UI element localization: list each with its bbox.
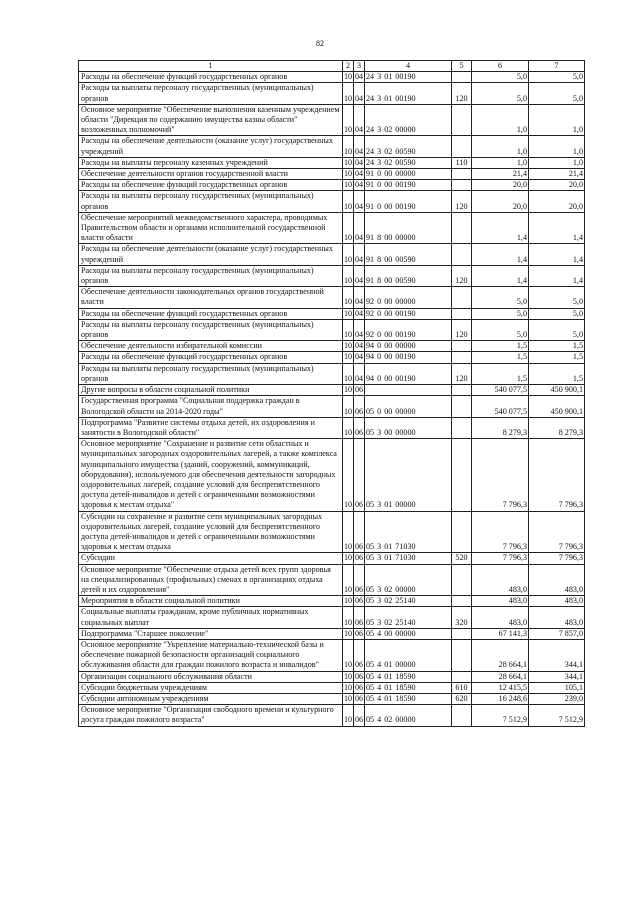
amount-col6-cell: 16 248,6 [472,693,529,704]
subsection-cell: 04 [354,287,365,308]
subsection-cell: 04 [354,319,365,340]
target-code-cell: 92 0 00 00190 [365,308,452,319]
subsection-cell: 04 [354,136,365,157]
expense-type-cell: 610 [452,682,472,693]
table-row [79,341,585,352]
subsection-cell: 04 [354,352,364,362]
row-name-cell: Расходы на обеспечение функций государственных органов [79,72,343,83]
row-name-cell: Расходы на выплаты персоналу казенных учреждений [79,157,343,168]
expense-type-cell: 120 [452,83,472,104]
header-cell: 3 [354,61,365,72]
amount-col6-cell: 1,5 [472,363,529,384]
target-code-cell: 92 0 00 00000 [365,287,452,308]
amount-col7-cell: 7 796,3 [529,553,585,564]
row-name-cell: Социальные выплаты гражданам, кроме публичных нормативных социальных выплат [79,607,343,628]
amount-col7-cell: 20,0 [529,180,585,191]
amount-col7-cell: 20,0 [529,191,585,212]
budget-table [78,60,585,727]
amount-col7-cell: 5,0 [529,308,585,319]
expense-type-cell [452,639,472,671]
expense-type-cell [452,244,472,265]
expense-type-cell [452,417,472,438]
subsection-cell: 06 [354,385,364,395]
expense-type-cell: 120 [452,191,472,212]
section-cell: 10 [343,191,354,212]
row-name-cell: Обеспечение деятельности законодательных органов государственной власти [79,287,343,308]
amount-col6-cell: 7 796,3 [472,553,529,564]
header-cell: 4 [365,61,452,72]
section-cell: 10 [343,72,353,82]
page-number: 82 [316,39,324,48]
amount-col7-cell: 1,5 [529,363,585,384]
subsection-cell: 06 [354,553,364,563]
amount-col6-cell: 1,0 [472,157,529,168]
amount-col7-cell: 5,0 [529,287,585,308]
subsection-cell: 06 [354,396,365,417]
header-cell: 2 [343,61,354,72]
subsection-cell: 04 [354,104,365,136]
subsection-cell: 04 [354,244,365,265]
amount-col6-cell: 1,5 [472,352,529,363]
amount-col7-cell: 7 857,0 [529,628,585,639]
row-name-cell: Основное мероприятие "Организация свободного времени и культурного досуга граждан пожилого возраста" [79,705,343,726]
amount-col6-cell: 28 664,1 [472,639,529,671]
amount-col7-cell: 7 796,3 [529,439,585,511]
amount-col7-cell: 1,0 [529,104,585,136]
header-cell: 7 [529,61,585,72]
table-header-row [79,61,585,72]
target-code-cell: 05 4 01 18590 [365,671,452,682]
amount-col6-cell: 1,0 [472,104,529,136]
row-name-cell: Расходы на выплаты персоналу государственных (муниципальных) органов [79,83,343,104]
target-code-cell: 24 3 02 00000 [365,104,452,136]
table-body [79,61,585,727]
target-code-cell: 94 0 00 00190 [365,352,452,363]
subsection-cell: 04 [354,363,365,384]
amount-col7-cell: 5,0 [529,319,585,340]
amount-col6-cell: 1,4 [472,265,529,286]
subsection-cell: 06 [354,682,364,692]
amount-col7-cell: 5,0 [529,83,585,104]
subsection-cell: 04 [354,341,364,351]
target-code-cell: 05 4 01 18590 [365,682,452,693]
header-cell: 1 [79,61,343,72]
table-row [79,553,585,564]
table-row [79,157,585,168]
amount-col7-cell: 5,0 [529,72,585,83]
target-code-cell: 91 0 00 00190 [365,191,452,212]
section-cell: 10 [343,352,353,362]
amount-col7-cell: 483,0 [529,596,585,607]
subsection-cell: 06 [354,439,365,511]
amount-col6-cell: 483,0 [472,607,529,628]
header-cell: 5 [452,61,472,72]
expense-type-cell: 120 [452,363,472,384]
amount-col7-cell: 344,1 [529,671,585,682]
target-code-cell: 24 3 01 00190 [365,83,452,104]
target-code-cell: 05 3 00 00000 [365,417,452,438]
amount-col6-cell: 540 077,5 [472,396,529,417]
amount-col6-cell: 1,5 [472,341,529,352]
section-cell: 10 [343,396,354,417]
subsection-cell: 04 [354,72,364,82]
subsection-cell: 06 [354,705,365,726]
amount-col6-cell: 1,4 [472,212,529,244]
section-cell: 10 [343,682,353,692]
section-cell: 10 [343,308,353,318]
subsection-cell: 04 [354,191,365,212]
table-row [79,693,585,704]
expense-type-cell: 120 [452,265,472,286]
expense-type-cell [452,180,472,191]
row-name-cell: Основное мероприятие "Обеспечение отдыха детей всех групп здоровья на специализированных (профильных) сменах в организациях отдыха детей и их оздоровления" [79,564,343,596]
section-cell: 10 [343,319,354,340]
target-code-cell: 05 3 02 00000 [365,564,452,596]
expense-type-cell [452,341,472,352]
expense-type-cell [452,72,472,83]
amount-col7-cell: 21,4 [529,169,585,180]
amount-col6-cell: 12 415,5 [472,682,529,693]
amount-col6-cell: 28 664,1 [472,671,529,682]
row-name-cell: Другие вопросы в области социальной политики [79,385,343,396]
subsection-cell: 06 [354,693,364,703]
amount-col7-cell: 1,0 [529,157,585,168]
amount-col7-cell: 1,5 [529,341,585,352]
amount-col7-cell: 7 796,3 [529,511,585,553]
row-name-cell: Расходы на обеспечение функций государственных органов [79,308,343,319]
expense-type-cell [452,564,472,596]
section-cell: 10 [343,136,354,157]
amount-col6-cell: 21,4 [472,169,529,180]
target-code-cell: 91 8 00 00590 [365,265,452,286]
expense-type-cell: 520 [452,553,472,564]
row-name-cell: Обеспечение деятельности органов государственной власти [79,169,343,180]
section-cell: 10 [343,244,354,265]
row-name-cell: Субсидии автономным учреждениям [79,693,343,704]
row-name-cell: Государственная программа "Социальная поддержка граждан в Вологодской области на 2014-2020 годы" [79,396,343,417]
table-row [79,244,585,265]
target-code-cell: 94 0 00 00190 [365,363,452,384]
section-cell: 10 [343,511,354,553]
amount-col7-cell: 1,5 [529,352,585,363]
row-name-cell: Основное мероприятие "Укрепление материально-технической базы и обеспечение пожарной безопасности организаций социального обслуживания области для граждан пожилого возраста и инвалидов" [79,639,343,671]
amount-col6-cell: 1,0 [472,136,529,157]
subsection-cell: 06 [354,596,364,606]
section-cell: 10 [343,363,354,384]
table-row [79,396,585,417]
amount-col7-cell: 450 900,1 [529,396,585,417]
amount-col6-cell: 5,0 [472,287,529,308]
target-code-cell: 05 0 00 00000 [365,396,452,417]
expense-type-cell [452,596,472,607]
subsection-cell: 06 [354,628,364,638]
table-row [79,363,585,384]
target-code-cell: 05 3 02 25140 [365,607,452,628]
section-cell: 10 [343,287,354,308]
section-cell: 10 [343,564,354,596]
section-cell: 10 [343,180,353,190]
subsection-cell: 06 [354,564,365,596]
target-code-cell: 05 3 02 25140 [365,596,452,607]
subsection-cell: 04 [354,180,364,190]
table-row [79,439,585,511]
section-cell: 10 [343,553,353,563]
expense-type-cell [452,439,472,511]
table-row [79,104,585,136]
expense-type-cell [452,671,472,682]
section-cell: 10 [343,671,353,681]
subsection-cell: 06 [354,417,365,438]
subsection-cell: 04 [354,83,365,104]
row-name-cell: Расходы на выплаты персоналу государственных (муниципальных) органов [79,191,343,212]
section-cell: 10 [343,104,354,136]
amount-col7-cell: 483,0 [529,564,585,596]
amount-col6-cell: 7 796,3 [472,439,529,511]
amount-col7-cell: 450 900,1 [529,385,585,396]
table-row [79,287,585,308]
table-row [79,319,585,340]
table-row [79,385,585,396]
table-row [79,596,585,607]
row-name-cell: Расходы на выплаты персоналу государственных (муниципальных) органов [79,363,343,384]
section-cell: 10 [343,439,354,511]
table-row [79,511,585,553]
subsection-cell: 04 [354,212,365,244]
amount-col7-cell: 344,1 [529,639,585,671]
expense-type-cell [452,169,472,180]
row-name-cell: Субсидии на сохранение и развитие сети муниципальных загородных оздоровительных лагерей, создание условий для беспрепятственного доступа детей-инвалидов и детей с ограниченными возможностями здоровья к местам отдыха [79,511,343,553]
subsection-cell: 06 [354,511,365,553]
amount-col6-cell: 7 796,3 [472,511,529,553]
target-code-cell: 91 0 00 00190 [365,180,452,191]
section-cell: 10 [343,212,354,244]
expense-type-cell [452,511,472,553]
expense-type-cell [452,308,472,319]
amount-col6-cell: 483,0 [472,596,529,607]
expense-type-cell [452,705,472,726]
subsection-cell: 04 [354,308,364,318]
row-name-cell: Расходы на обеспечение функций государственных органов [79,352,343,363]
section-cell: 10 [343,705,354,726]
subsection-cell: 06 [354,607,365,628]
amount-col6-cell: 1,4 [472,244,529,265]
amount-col6-cell: 540 077,5 [472,385,529,396]
section-cell: 10 [343,169,353,179]
table-row [79,191,585,212]
expense-type-cell [452,287,472,308]
amount-col7-cell: 7 512,9 [529,705,585,726]
row-name-cell: Подпрограмма "Развитие системы отдыха детей, их оздоровления и занятости в Вологодской области" [79,417,343,438]
row-name-cell: Субсидии бюджетным учреждениям [79,682,343,693]
row-name-cell: Организации социального обслуживания области [79,671,343,682]
target-code-cell: 05 4 01 00000 [365,639,452,671]
row-name-cell: Расходы на обеспечение функций государственных органов [79,180,343,191]
target-code-cell: 24 3 01 00190 [365,72,452,83]
table-row [79,607,585,628]
expense-type-cell: 620 [452,693,472,704]
table-row [79,628,585,639]
target-code-cell: 05 4 00 00000 [365,628,452,639]
amount-col7-cell: 1,4 [529,265,585,286]
table-row [79,639,585,671]
table-row [79,705,585,726]
target-code-cell: 91 0 00 00000 [365,169,452,180]
amount-col6-cell: 5,0 [472,83,529,104]
target-code-cell: 05 3 01 71030 [365,553,452,564]
amount-col7-cell: 1,4 [529,212,585,244]
target-code-cell: 05 3 01 71030 [365,511,452,553]
row-name-cell: Обеспечение мероприятий межведомственного характера, проводимых Правительством области и органами исполнительной государственной власти области [79,212,343,244]
amount-col6-cell: 67 141,3 [472,628,529,639]
table-row [79,265,585,286]
section-cell: 10 [343,607,354,628]
expense-type-cell [452,212,472,244]
row-name-cell: Субсидии [79,553,343,564]
amount-col7-cell: 1,4 [529,244,585,265]
amount-col6-cell: 20,0 [472,191,529,212]
table-row [79,180,585,191]
amount-col7-cell: 239,0 [529,693,585,704]
table-row [79,72,585,83]
amount-col7-cell: 105,1 [529,682,585,693]
amount-col7-cell: 8 279,3 [529,417,585,438]
row-name-cell: Расходы на обеспечение деятельности (оказание услуг) государственных учреждений [79,244,343,265]
row-name-cell: Основное мероприятие "Сохранение и развитие сети областных и муниципальных загородных оздоровительных лагерей, а также комплекса муниципального имущества (зданий, сооружений, коммуникаций, оборудования), используемого для обеспечения деятельности загородных оздоровительных лагерей, создание условий для беспрепятственного доступа детей-инвалидов и детей с ограниченными возможностями здоровья к местам отдыха" [79,439,343,511]
subsection-cell: 04 [354,169,364,179]
row-name-cell: Обеспечение деятельности избирательной комиссии [79,341,343,352]
section-cell: 10 [343,83,354,104]
table-row [79,352,585,363]
table-row [79,212,585,244]
expense-type-cell [452,352,472,363]
table-row [79,308,585,319]
row-name-cell: Мероприятия в области социальной политики [79,596,343,607]
subsection-cell: 06 [354,639,365,671]
expense-type-cell [452,104,472,136]
target-code-cell: 91 8 00 00590 [365,244,452,265]
target-code-cell: 91 8 00 00000 [365,212,452,244]
expense-type-cell [452,396,472,417]
target-code-cell: 24 3 02 00590 [365,157,452,168]
target-code-cell: 05 4 02 00000 [365,705,452,726]
section-cell: 10 [343,417,354,438]
section-cell: 10 [343,693,353,703]
expense-type-cell [452,136,472,157]
target-code-cell: 94 0 00 00000 [365,341,452,352]
table-row [79,671,585,682]
amount-col6-cell: 20,0 [472,180,529,191]
amount-col6-cell: 7 512,9 [472,705,529,726]
target-code-cell: 24 3 02 00590 [365,136,452,157]
row-name-cell: Расходы на выплаты персоналу государственных (муниципальных) органов [79,265,343,286]
amount-col6-cell: 8 279,3 [472,417,529,438]
amount-col6-cell: 5,0 [472,308,529,319]
row-name-cell: Подпрограмма "Старшее поколение" [79,628,343,639]
expense-type-cell: 120 [452,319,472,340]
table-row [79,564,585,596]
section-cell: 10 [343,628,353,638]
row-name-cell: Расходы на выплаты персоналу государственных (муниципальных) органов [79,319,343,340]
table-row [79,83,585,104]
row-name-cell: Основное мероприятие "Обеспечение выполнения казенным учреждением области "Дирекция по содержанию имущества казны области" возложенных полномочий" [79,104,343,136]
section-cell: 10 [343,157,353,167]
section-cell: 10 [343,265,354,286]
amount-col6-cell: 483,0 [472,564,529,596]
section-cell: 10 [343,596,353,606]
expense-type-cell: 320 [452,607,472,628]
row-name-cell: Расходы на обеспечение деятельности (оказание услуг) государственных учреждений [79,136,343,157]
amount-col6-cell: 5,0 [472,72,529,83]
subsection-cell: 04 [354,265,365,286]
section-cell: 10 [343,639,354,671]
header-cell: 6 [472,61,529,72]
section-cell: 10 [343,341,353,351]
subsection-cell: 04 [354,157,364,167]
target-code-cell: 92 0 00 00190 [365,319,452,340]
table-row [79,136,585,157]
section-cell: 10 [343,385,353,395]
target-code-cell [365,385,452,396]
amount-col7-cell: 1,0 [529,136,585,157]
table-row [79,169,585,180]
table-row [79,682,585,693]
target-code-cell: 05 3 01 00000 [365,439,452,511]
expense-type-cell [452,628,472,639]
subsection-cell: 06 [354,671,364,681]
target-code-cell: 05 4 01 18590 [365,693,452,704]
amount-col7-cell: 483,0 [529,607,585,628]
expense-type-cell [452,385,472,396]
amount-col6-cell: 5,0 [472,319,529,340]
table-row [79,417,585,438]
expense-type-cell: 110 [452,157,472,168]
